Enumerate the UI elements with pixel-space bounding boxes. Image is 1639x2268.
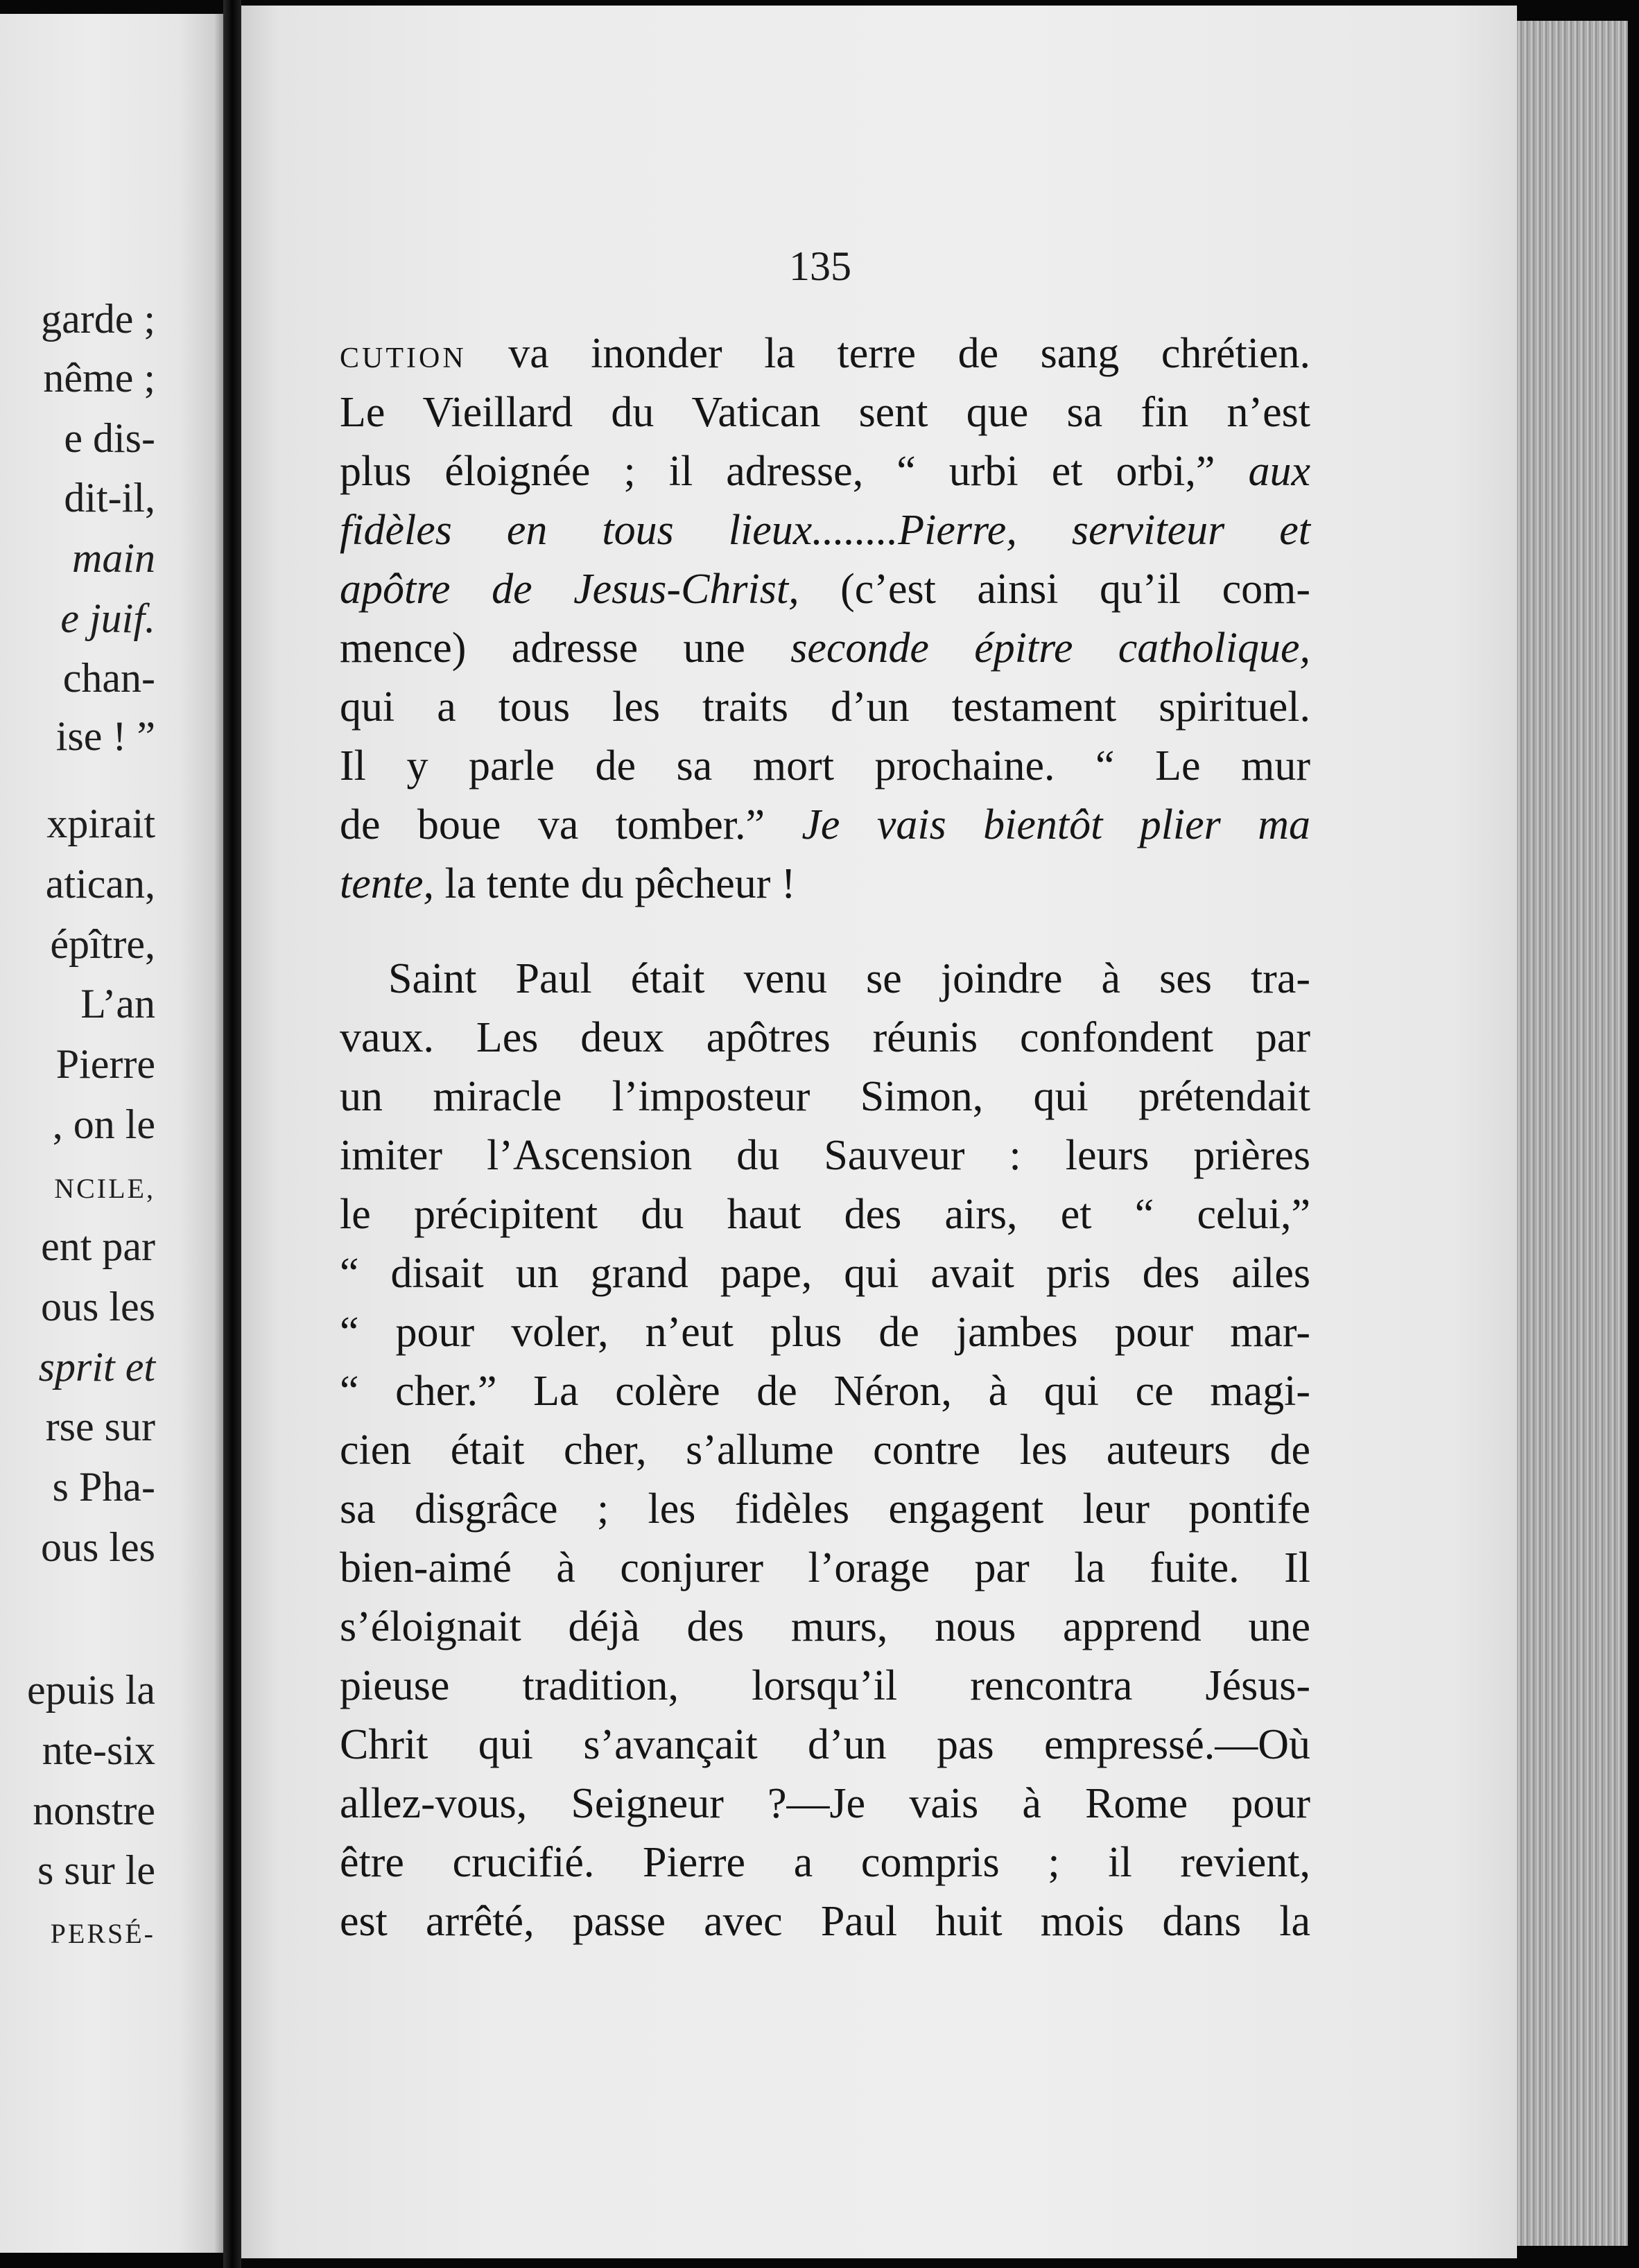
text-line: sa disgrâce ; les fidèles engagent leur pontife xyxy=(340,1485,1310,1533)
left-line: garde ; xyxy=(41,296,155,342)
italic-run: apôtre de Jesus-Christ, xyxy=(340,566,799,613)
text-line: est arrêté, passe avec Paul huit mois dans la xyxy=(340,1898,1310,1945)
text-line: allez-vous, Seigneur ?—Je vais à Rome pour xyxy=(340,1780,1310,1827)
text-run: plus éloignée ; il adresse, “ urbi et orbi,” xyxy=(340,448,1249,495)
left-line: épître, xyxy=(50,921,155,967)
page-number: 135 xyxy=(789,243,851,289)
left-line: e juif. xyxy=(60,595,155,641)
text-line: Il y parle de sa mort prochaine. “ Le mur xyxy=(340,742,1310,790)
text-line xyxy=(340,856,1310,911)
left-line: s sur le xyxy=(37,1847,155,1893)
italic-run: seconde épitre catholique, xyxy=(790,625,1310,672)
text-line: imiter l’Ascension du Sauveur : leurs prières xyxy=(340,1132,1310,1179)
text-run: de boue va tomber.” xyxy=(340,801,802,848)
text-run: va inonder la terre de sang chrétien. xyxy=(466,330,1310,377)
left-line: atican, xyxy=(45,861,155,907)
text-line: être crucifié. Pierre a compris ; il revient, xyxy=(340,1839,1310,1886)
left-line: main xyxy=(72,535,155,581)
text-line: bien-aimé à conjurer l’orage par la fuite. Il xyxy=(340,1544,1310,1591)
left-line: Pierre xyxy=(55,1041,155,1087)
left-page xyxy=(0,14,223,2253)
left-line: epuis la xyxy=(27,1667,155,1713)
text-line xyxy=(340,797,1310,853)
left-line: chan- xyxy=(62,655,155,701)
left-line: nême ; xyxy=(43,355,155,401)
text-line: “ pour voler, n’eut plus de jambes pour mar- xyxy=(340,1309,1310,1356)
left-line: nte-six xyxy=(42,1727,155,1773)
text-run: la tente du pêcheur ! xyxy=(434,860,796,907)
left-line: nonstre xyxy=(33,1788,155,1833)
text-line: “ disait un grand pape, qui avait pris des ailes xyxy=(340,1250,1310,1297)
text-line: s’éloignait déjà des murs, nous apprend une xyxy=(340,1603,1310,1650)
text-line: le précipitent du haut des airs, et “ celui,” xyxy=(340,1191,1310,1238)
italic-run: aux xyxy=(1248,448,1310,495)
book-gutter xyxy=(223,0,241,2268)
left-line: L’an xyxy=(80,981,155,1027)
text-line: fidèles en tous lieux........Pierre, serviteur et xyxy=(340,507,1310,554)
text-run: mence) adresse une xyxy=(340,625,791,672)
text-line: qui a tous les traits d’un testament spirituel. xyxy=(340,683,1310,731)
page-edges xyxy=(1517,21,1628,2246)
italic-run: tente, xyxy=(340,860,434,907)
text-line: Chrit qui s’avançait d’un pas empressé.—Où xyxy=(340,1721,1310,1768)
left-line: ous les xyxy=(41,1284,155,1329)
text-line: “ cher.” La colère de Néron, à qui ce magi- xyxy=(340,1368,1310,1415)
left-line: ise ! ” xyxy=(55,713,155,759)
left-line: sprit et xyxy=(38,1344,155,1390)
text-line: Saint Paul était venu se joindre à ses tra- xyxy=(388,955,1310,1002)
text-line xyxy=(340,444,1310,499)
text-line: vaux. Les deux apôtres réunis confondent par xyxy=(340,1014,1310,1061)
left-line: xpirait xyxy=(46,801,155,846)
left-line: ous les xyxy=(41,1524,155,1570)
text-run: (c’est ainsi qu’il com- xyxy=(799,566,1310,613)
left-line: rse sur xyxy=(45,1404,155,1449)
left-line: dit-il, xyxy=(64,475,155,521)
left-line: NCILE, xyxy=(54,1173,155,1204)
left-line: PERSÉ- xyxy=(50,1918,155,1949)
left-line: , on le xyxy=(52,1101,155,1147)
text-line xyxy=(340,620,1310,676)
left-line: ent par xyxy=(41,1223,155,1269)
left-line: s Pha- xyxy=(52,1464,155,1510)
left-line: e dis- xyxy=(64,415,155,461)
italic-run: Je vais bientôt plier ma xyxy=(801,801,1310,848)
text-line: Le Vieillard du Vatican sent que sa fin n’est xyxy=(340,389,1310,436)
text-line xyxy=(340,561,1310,617)
text-line: cien était cher, s’allume contre les auteurs de xyxy=(340,1427,1310,1474)
text-line xyxy=(340,326,1310,381)
text-line: un miracle l’imposteur Simon, qui prétendait xyxy=(340,1073,1310,1120)
small-caps-word: CUTION xyxy=(340,342,467,374)
text-line: pieuse tradition, lorsqu’il rencontra Jésus- xyxy=(340,1662,1310,1709)
